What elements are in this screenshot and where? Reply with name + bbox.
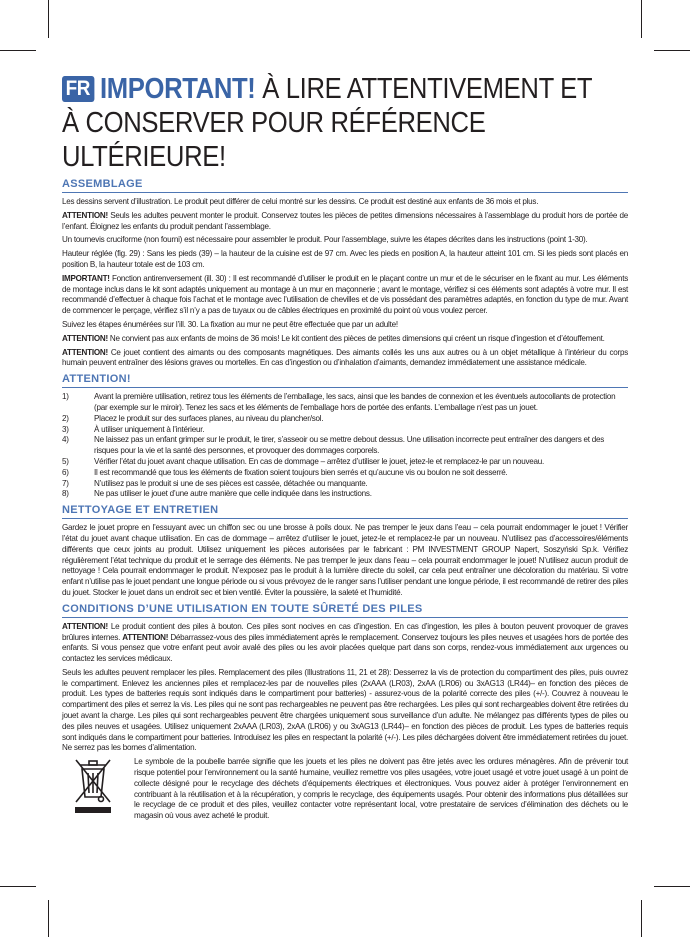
warning-label: ATTENTION! <box>122 632 169 642</box>
paragraph-text: Ce jouet contient des aimants ou des composants magnétiques. Des aimants collés les uns aux autres ou à un objet métallique à l’intérieur du corps humain peuvent entraîner des lésions graves ou mortelles. En cas d’ingestion ou d’inhalation d’aimants, demandez immédiatement une assistance médicale. <box>62 347 628 368</box>
warning-label: ATTENTION! <box>62 347 108 357</box>
warning-label: ATTENTION! <box>62 333 108 343</box>
paragraph-text: Le produit contient des piles à bouton. Ces piles sont nocives en cas d’ingestion. En cas d’ingestion, les piles à bouton peuvent provoquer de graves brûlures internes. <box>62 621 628 642</box>
page-title <box>62 72 638 174</box>
section-piles <box>62 603 628 825</box>
list-text: N’utilisez pas le produit si une de ses pièces est cassée, détachée ou manquante. <box>94 478 368 488</box>
crop-mark-right-bottom <box>654 886 690 887</box>
list-number: 7) <box>62 478 69 488</box>
title-line-2: À CONSERVER POUR RÉFÉRENCE ULTÉRIEURE! <box>62 107 486 173</box>
paragraph: Les dessins servent d’illustration. Le produit peut différer de celui montré sur les dessins. Ce produit est destiné aux enfants de 36 mois et plus. <box>62 197 539 206</box>
list-number: 6) <box>62 467 69 477</box>
paragraph <box>62 211 628 233</box>
paragraph-text: Ne convient pas aux enfants de moins de 36 mois! Le kit contient des pièces de petites dimensions qui créent un risque d’ingestion et d’étouffement. <box>107 333 605 343</box>
section-assemblage <box>62 178 628 369</box>
list-item <box>62 414 628 425</box>
list-text: Il est recommandé que tous les éléments de fixation soient toujours bien serrés et qu’aucune vis ou boulon ne soit desserré. <box>94 467 508 477</box>
paragraph <box>62 622 628 665</box>
list-number: 4) <box>62 435 69 445</box>
list-text: Ne laissez pas un enfant grimper sur le produit, le tirer, s’asseoir ou se mettre debout dessus. Une utilisation incorrecte peut entraîner des dangers et des risques pour la vie et la santé des personnes, et provoquer des dommages corporels. <box>94 435 605 456</box>
crossed-out-wheeled-bin-icon <box>70 757 116 820</box>
list-item <box>62 489 628 500</box>
list-number: 5) <box>62 456 69 466</box>
list-item <box>62 457 628 468</box>
list-text: Avant la première utilisation, retirez tous les éléments de l’emballage, les sacs, ainsi que les bandes de connexion et les éventuels autocollants de protection (par exemple sur le miroir). Tenez les sacs et les éléments de l’emballage hors de portée des enfants. L’emballage n’est pas un jouet. <box>94 392 616 412</box>
paragraph: Gardez le jouet propre en l’essuyant avec un chiffon sec ou une brosse à poils doux. Ne pas tremper le jeux dans l’eau – cela pourrait endommager le jouet ! Vérifier l’état du jouet avant chaque utilisation. En cas de dommage – arrêtez d’utiliser le jouet, jetez-le et remplacez-le par un nouveau. N’utilisez pas d’accessoires/éléments différents que ceux joints au produit. Utilisez uniquement les pièces autorisées par le fabricant : PM INVESTMENT GROUP Napert, Soszyński Sp.k. Vérifiez régulièrement l’état technique du produit et le serrage des éléments. Ne pas tremper le jeux dans l’eau – cela pourrait endommager le jouet! N’utilisez aucun produit de nettoyage ! Cela pourrait endommager le produit. N’exposez pas le produit à la lumière directe du soleil, car cela peut entraîner une décoloration du matériau. Si votre enfant n’utilise pas le jouet pendant une longue période ou si vous prévoyez de le ranger sans l’utiliser pendant une longue période, il est recommandé de retirer des piles du jouet. Stocker le jouet dans un endroit sec et bien ventilé. Éviter la poussière, la saleté et l’humidité. <box>62 523 628 597</box>
paragraph <box>62 334 628 345</box>
section-heading-nettoyage: NETTOYAGE ET ENTRETIEN <box>62 504 628 519</box>
crop-mark-bottom-left <box>48 900 49 937</box>
paragraph: Suivez les étapes énumérées sur l’ill. 30. La fixation au mur ne peut être effectuée que par un adulte! <box>62 319 398 329</box>
list-number: 1) <box>62 392 69 402</box>
list-item <box>62 425 628 436</box>
list-item <box>62 479 628 490</box>
title-important: IMPORTANT! <box>99 73 256 105</box>
section-attention <box>62 373 628 500</box>
crop-mark-top-right <box>641 0 642 38</box>
list-text: À utiliser uniquement à l’intérieur. <box>94 424 205 434</box>
paragraph: Un tournevis cruciforme (non fourni) est nécessaire pour assembler le produit. Pour l’assemblage, suivre les étapes décrites dans les instructions (point 1-30). <box>62 235 588 245</box>
numbered-list <box>62 392 628 500</box>
list-number: 8) <box>62 489 69 499</box>
list-text: Vérifier l’état du jouet avant chaque utilisation. En cas de dommage – arrêtez d’utiliser le jouet, jetez-le et remplacez-le par un nouveau. <box>94 456 544 466</box>
warning-label: ATTENTION! <box>62 210 108 220</box>
paragraph: Hauteur réglée (fig. 29) : Sans les pieds (39) – la hauteur de la cuisine est de 97 cm. Avec les pieds en position A, la hauteur atteint 101 cm. Si les pieds sont placés en position B, la hauteur totale est de 103 cm. <box>62 249 628 269</box>
list-text: Placez le produit sur des surfaces planes, au niveau du plancher/sol. <box>94 413 324 423</box>
language-badge: FR <box>62 76 95 102</box>
list-number: 2) <box>62 413 69 423</box>
paragraph-text: Fonction antirenversement (ill. 30) : Il est recommandé d’utiliser le produit en le plaçant contre un mur et de le sécuriser en le fixant au mur. Les éléments de montage inclus dans le kit sont adaptés uniquement au montage à un mur en maçonnerie ; avant le montage, vérifiez si ces éléments sont adaptés à votre mur. Il est recommandé d’effectuer à chaque fois l’achat et le montage avec l’utilisation de chevilles et de vis possédant des paramètres adaptés, en fonction du type de mur. Avant de commencer le perçage, vérifiez s’il n’y a pas de tuyaux ou de câbles électriques en proximité du point où vous voulez percer. <box>62 273 628 316</box>
paragraph: Seuls les adultes peuvent remplacer les piles. Remplacement des piles (Illustrations 11, 21 et 28): Desserrez la vis de protection du compartiment des piles, puis ouvrez le compartiment. Enlevez les anciennes piles et remplacez-les par de nouvelles piles (2xAAA (LR03), 2xAA (LR06) ou 3xAG13 (LR44)– en fonction des pièces de produit. Les types de batteries requis sont indiqués dans le compartiment pour batteries) - assurez-vous de la polarité correcte des piles (+/-). Couvrez à nouveau le compartiment des piles et serrez la vis. Les piles qui ne sont pas rechargeables ne peuvent pas être rechargées. Les piles qui sont rechargeables doivent être retirées du jouet avant la charge. Les piles qui sont rechargeables peuvent être chargées uniquement sous surveillance d’un adulte. Ne mélangez pas différents types de piles ou des piles neuves et usagées. Utilisez uniquement 2xAAA (LR03), 2xAA (LR06) y ou 3xAG13 (LR44)– en fonction des pièces de produit. Les types de batteries requis sont indiqués dans le compartiment pour batteries. Introduisez les piles en respectant la polarité (+/-). Les piles déchargées doivent être immédiatement retirées du jouet. Ne serrez pas les bornes d’alimentation. <box>62 667 628 753</box>
paragraph: Le symbole de la poubelle barrée signifie que les jouets et les piles ne doivent pas être jetés avec les ordures ménagères. Afin de prévenir tout risque potentiel pour l’environnement ou la santé humaine, veuillez remettre vos piles usagées, votre jouet usagé et votre jouet usagé à un point de collecte désigné pour le recyclage des déchets d’équipements électriques et électroniques. Vous pouvez aider à protéger l’environnement en contribuant à la réutilisation et à la récupération, y compris le recyclage, des équipements usagés. Pour obtenir des informations plus détaillées sur le recyclage de ce produit et des piles, veuillez contacter votre représentant local, votre prestataire de services d’élimination des déchets ou le magasin où vous avez acheté le produit. <box>134 757 628 821</box>
section-heading-attention: ATTENTION! <box>62 373 628 388</box>
list-item <box>62 468 628 479</box>
crop-mark-right-top <box>654 50 690 51</box>
crop-mark-bottom-right <box>641 900 642 937</box>
weee-notice <box>62 757 628 825</box>
list-text: Ne pas utiliser le jouet d’une autre manière que celle indiquée dans les instructions. <box>94 489 372 499</box>
title-line-1-rest: À LIRE ATTENTIVEMENT ET <box>262 73 593 105</box>
section-heading-piles: CONDITIONS D’UNE UTILISATION EN TOUTE SÛRETÉ DES PILES <box>62 603 628 618</box>
crop-mark-top-left <box>48 0 49 38</box>
list-number: 3) <box>62 424 69 434</box>
paragraph <box>62 348 628 370</box>
section-nettoyage <box>62 504 628 599</box>
paragraph-text: Débarrassez-vous des piles immédiatement après le remplacement. Conservez toujours les piles neuves et usagées hors de portée des enfants. Si vous pensez que votre enfant peut avoir avalé des piles ou les avoir placées quelque part dans son corps, rendez-vous immédiatement aux urgences ou contactez les services médicaux. <box>62 632 628 664</box>
paragraph <box>62 274 628 317</box>
crop-mark-left-bottom <box>0 886 36 887</box>
warning-label: ATTENTION! <box>62 621 108 631</box>
warning-label: IMPORTANT! <box>62 273 110 283</box>
list-item <box>62 435 628 457</box>
section-heading-assemblage: ASSEMBLAGE <box>62 178 628 193</box>
crop-mark-left-top <box>0 50 36 51</box>
document-page <box>62 72 628 825</box>
paragraph-text: Seuls les adultes peuvent monter le produit. Conservez toutes les pièces de petites dimensions nécessaires à l’assemblage du produit hors de portée de l’enfant. Éloignez les enfants du produit pendant l’assemblage. <box>62 210 628 231</box>
list-item <box>62 392 628 414</box>
